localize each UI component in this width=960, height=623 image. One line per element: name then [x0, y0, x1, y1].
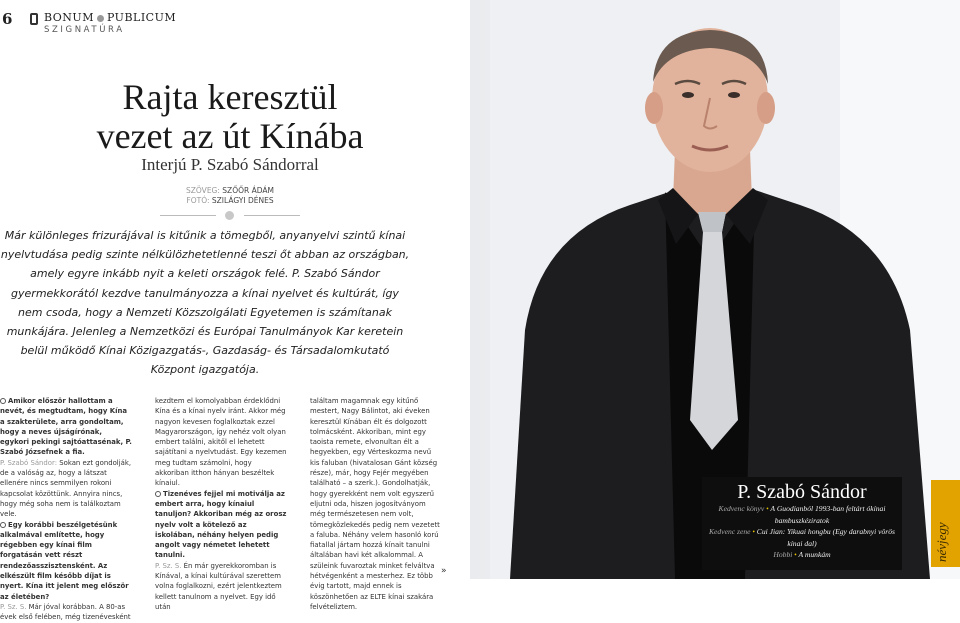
answer-speaker: P. Szabó Sándor: [0, 458, 58, 467]
divider-line-left [160, 215, 216, 216]
article-title [60, 78, 400, 156]
divider-dot [225, 211, 234, 220]
answer-text: Sokan ezt gondolják, de a valóság az, hogy a látszat ellenére nincs semmilyen rokoni kapcsolat közöttünk. Annyira nincs, hogy még soha nem is találkoztam vele. [0, 458, 132, 519]
question-icon [155, 491, 161, 497]
question-icon [0, 398, 6, 404]
bullet-icon: • [794, 551, 797, 559]
page-number: 6 [2, 10, 13, 28]
hobby [702, 549, 902, 561]
favorite-book-label: Kedvenc könyv [718, 504, 765, 513]
magazine-logo-icon [30, 13, 38, 25]
photo-credit-label: FOTÓ: [186, 196, 210, 205]
brand-left: BONUM [44, 11, 94, 24]
article-body [0, 396, 445, 622]
body-column-2 [155, 396, 287, 612]
body-column-1 [0, 396, 132, 623]
brand-separator-dot [97, 15, 104, 22]
magazine-brand [44, 11, 176, 24]
photo-credit-author: SZILÁGYI DÉNES [211, 196, 274, 205]
side-tab-label: névjegy [934, 522, 949, 562]
profile-infobox [702, 477, 902, 570]
lead-paragraph: Már különleges frizurájával is kitűnik a tömegből, anyanyelvi szintű kínai nyelvtudása pedig szinte nélkülözhetetlenné teszi őt abban az országban, amely egyre inkább nyit a keleti országok felé. P. Szabó Sándor gyermekkorától kezdve tanulmányozza a kínai nyelvet és kultúrát, így nem csoda, hogy a Nemzeti Közszolgálati Egyetemen is számítanak munkájára. Jelenleg a Nemzetközi és Európai Tanulmányok Kar keretein belül működő Kínai Közigazgatás-, Gazdaság- és Társadalomkutató Központ igazgatója. [0, 229, 410, 377]
favorite-music [702, 526, 902, 549]
bullet-icon: • [766, 505, 769, 513]
favorite-music-label: Kedvenc zene [708, 527, 751, 536]
bullet-icon: • [752, 528, 755, 536]
article-credits [60, 186, 400, 206]
answer-speaker: P. Sz. S. [0, 602, 27, 611]
title-line-2: vezet az út Kínába [96, 116, 364, 156]
divider-line-right [244, 215, 300, 216]
answer-speaker: P. Sz. S. [155, 561, 182, 570]
question-text: Egy korábbi beszélgetésünk alkalmával említette, hogy régebben egy kínai film forgatásán vett részt rendezőasszisztensként. Az elkészült film később díjat is nyert. Kína itt jelent meg először az életében? [0, 520, 129, 601]
page-header [0, 8, 200, 38]
paragraph-text: találtam magamnak egy kitűnő mestert, Nagy Bálintot, aki éveken keresztül Kínában élt és dolgozott tolmácsként. Akkoriban, mint egy taoista remete, elvonultan élt a hegyekben, egy Vérteskozma nevű kis faluban (hivatalosan Gánt község része), már, hogy Fejér megyében található – a szerk.). Gondolhatják, hogy gyerekként nem volt egyszerű eljutni oda, hiszen jogosítványom még természetesen nem volt, tömegközlekedés pedig nem vezetett a faluba. Néhány velem hasonló korú fiatallal jártam hozzá kínait tanulni általában havi két alkalommal. A szüleink fuvaroztak minket felváltva hétvégenként a mesterhez. Ez több évig tartott, majd ennek is köszönhetően az ELTE kínai szakára felvételiztem. [310, 397, 440, 611]
continue-mark: » [441, 566, 447, 576]
favorite-book-value: A Guodianból 1993-ban feltárt ókínai bambuszkéziratok [770, 504, 886, 525]
paragraph-text: kezdtem el komolyabban érdeklődni Kína és a kínai nyelv iránt. Akkor még nagyon kevesen foglalkoztak ezzel Magyarországon, így nehéz volt olyan embert találni, akitől el lehetett sajátítani a nyelvtudást. Egy kezemen meg tudtam számolni, hogy akkoriban itthon hányan beszéltek kínaiul. [155, 397, 287, 488]
brand-right: PUBLICUM [106, 11, 177, 24]
article-subtitle: Interjú P. Szabó Sándorral [141, 155, 319, 174]
favorite-music-value: Cui Jian: Yikuai hongbu (Egy darabnyi vörös kínai dal) [756, 527, 896, 548]
title-line-1: Rajta keresztül [122, 77, 338, 117]
question-text: Amikor először hallottam a nevét, és megtudtam, hogy Kína a szakterülete, arra gondoltam, hogy a neves újságírónak, egykori pekingi sajtóattasénak, P. Szabó Józsefnek a fia. [0, 397, 132, 457]
answer-text: Én már gyerekkoromban is Kínával, a kínai kultúrával szerettem volna foglalkozni, ezért jelentkeztem kellett tanulnom a nyelvet. Egy idő után [155, 561, 282, 611]
text-credit-label: SZÖVEG: [186, 186, 220, 195]
answer-text: Már jóval korábban. A 80-as évek első felében, még tizenévesként [0, 602, 131, 622]
title-divider [160, 211, 300, 221]
side-tab [931, 480, 960, 567]
question-icon [0, 522, 6, 528]
body-column-3 [310, 396, 442, 612]
hobby-label: Hobbi [773, 550, 793, 559]
profile-name: P. Szabó Sándor [737, 481, 867, 503]
question-text: Tizenéves fejjel mi motiválja az embert arra, hogy kínaiul tanuljon? Akkoriban még az orosz nyelv volt a kötelező az iskolában, néhány helyen pedig angolt vagy németet lehetett tanulni. [155, 489, 287, 560]
section-label: SZIGNATÚRA [44, 25, 125, 35]
favorite-book [702, 503, 902, 526]
text-credit-author: SZŐŐR ÁDÁM [222, 186, 274, 195]
hobby-value: A munkám [798, 550, 831, 559]
